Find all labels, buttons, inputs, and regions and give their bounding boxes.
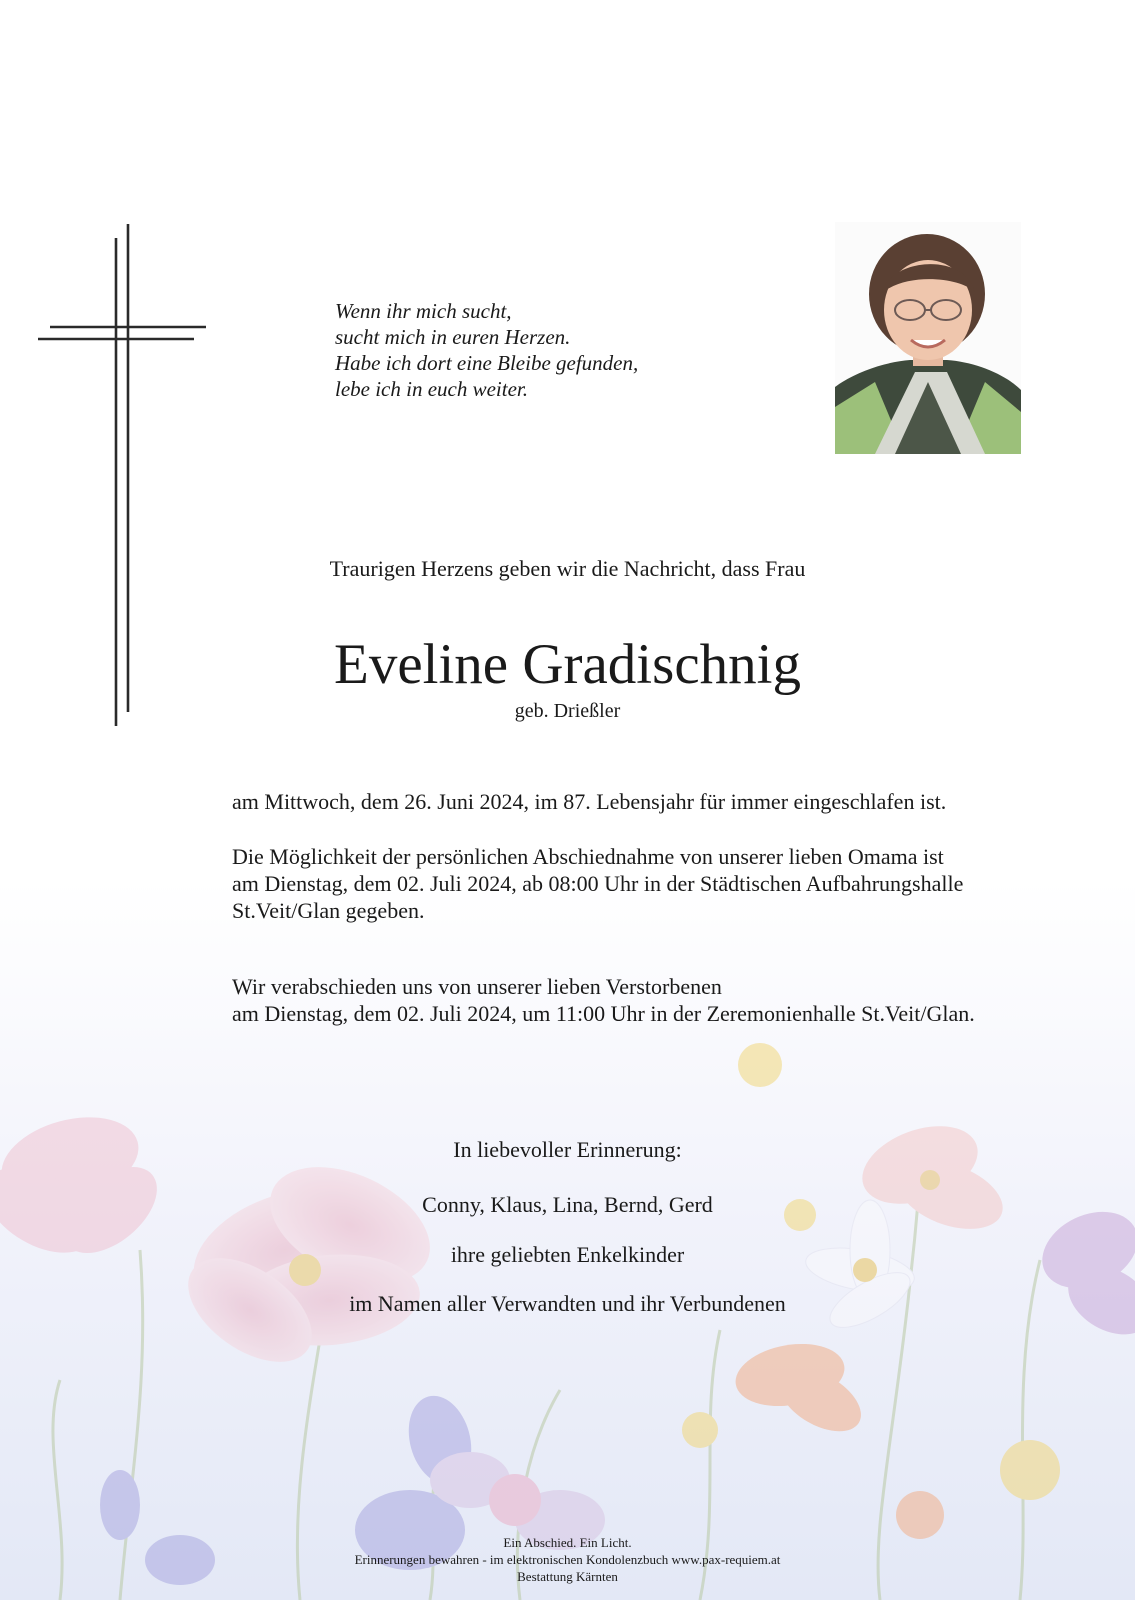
- death-notice-line: am Mittwoch, dem 26. Juni 2024, im 87. Lebensjahr für immer eingeschlafen ist.: [232, 789, 947, 814]
- poem-line: Wenn ihr mich sucht,: [335, 299, 512, 323]
- portrait-photo: [835, 222, 1021, 454]
- viewing-line: St.Veit/Glan gegeben.: [232, 898, 425, 923]
- farewell-info: [232, 973, 1032, 1027]
- farewell-line: Wir verabschieden uns von unserer lieben Verstorbenen: [232, 974, 722, 999]
- death-notice: [232, 788, 1032, 815]
- poem-line: lebe ich in euch weiter.: [335, 377, 529, 401]
- poem: [335, 298, 775, 402]
- viewing-info: [232, 843, 1032, 924]
- farewell-line: am Dienstag, dem 02. Juli 2024, um 11:00 Uhr in der Zeremonienhalle St.Veit/Glan.: [232, 1001, 975, 1026]
- deceased-name: Eveline Gradischnig: [334, 633, 801, 696]
- announcement-intro: Traurigen Herzens geben wir die Nachricht, dass Frau: [329, 556, 806, 581]
- mourners-relatives: im Namen aller Verwandten und ihr Verbundenen: [349, 1291, 786, 1316]
- maiden-name: geb. Drießler: [514, 700, 621, 722]
- viewing-line: am Dienstag, dem 02. Juli 2024, ab 08:00 Uhr in der Städtischen Aufbahrungshalle: [232, 871, 964, 896]
- viewing-line: Die Möglichkeit der persönlichen Abschiednahme von unserer lieben Omama ist: [232, 844, 944, 869]
- footer-condolence: Erinnerungen bewahren - im elektronischen Kondolenzbuch www.pax-requiem.at: [354, 1552, 781, 1567]
- mourners-grandchildren: ihre geliebten Enkelkinder: [450, 1242, 685, 1267]
- mourners-heading: In liebevoller Erinnerung:: [453, 1137, 682, 1162]
- footer-tagline: Ein Abschied. Ein Licht.: [503, 1535, 632, 1550]
- poem-line: sucht mich in euren Herzen.: [335, 325, 571, 349]
- mourners-names: Conny, Klaus, Lina, Bernd, Gerd: [422, 1192, 713, 1217]
- footer: [0, 1534, 1135, 1585]
- poem-line: Habe ich dort eine Bleibe gefunden,: [335, 351, 639, 375]
- footer-provider: Bestattung Kärnten: [517, 1569, 618, 1584]
